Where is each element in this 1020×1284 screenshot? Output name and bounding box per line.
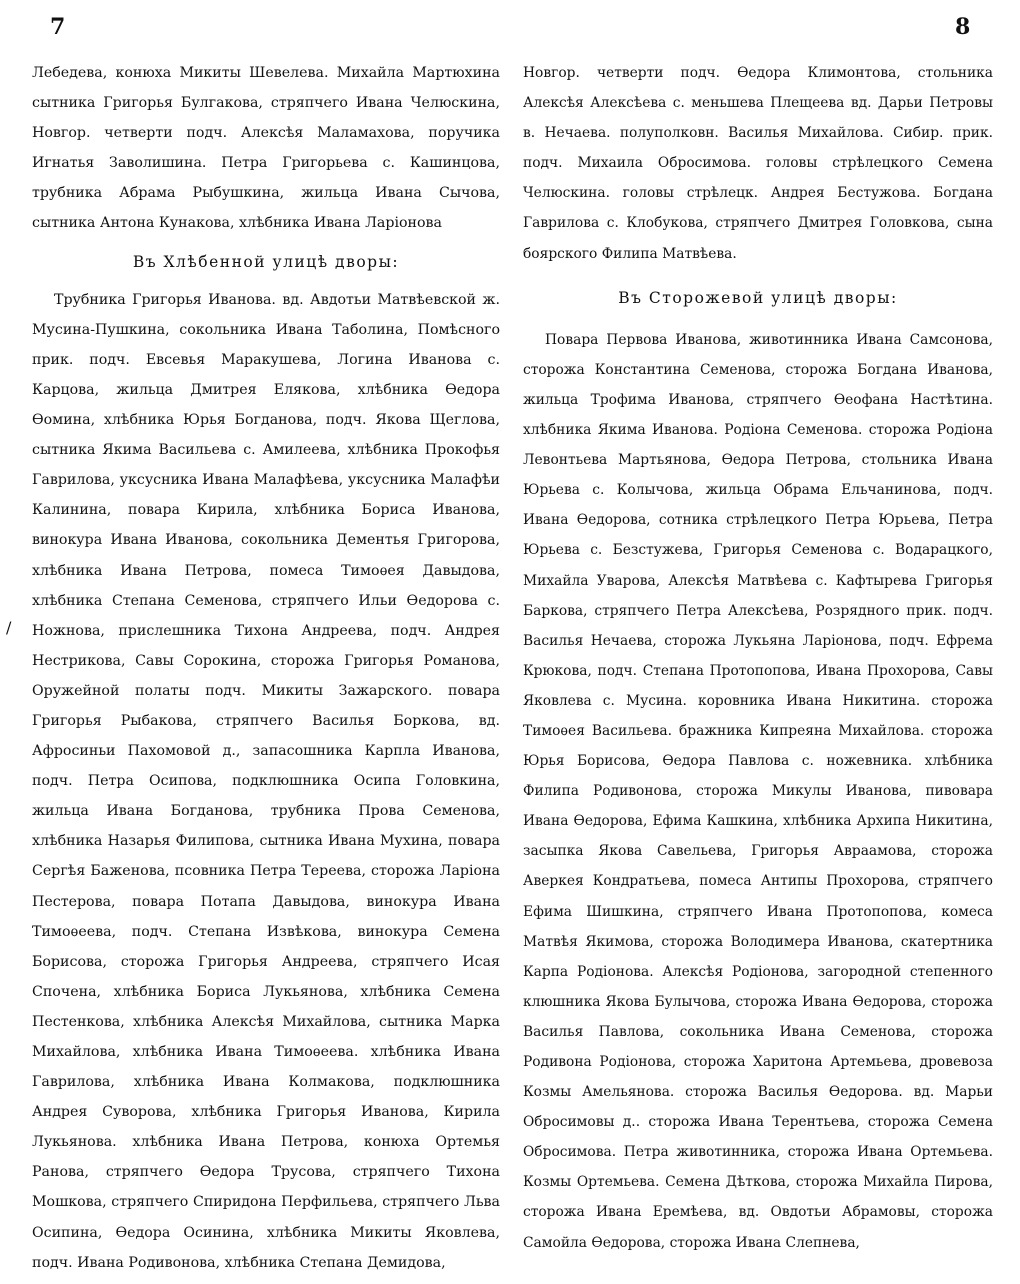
right-section-heading: Въ Сторожевой улицѣ дворы: — [618, 288, 898, 307]
right-body-paragraph: Повара Первова Иванова, животинника Ивана Самсонова, сторожа Константина Семенова, сторожа Богдана Иванова, жильца Трофима Иванова, стряпчего Өеофана Настѣтина. хлѣбника Якима Иванова. Родіона Семенова. сторожа Родіона Левонтьева Мартьянова, Өедора Петрова, стольника Ивана Юрьева с. Колычова, жильца Обрама Ельчанинова, подч. Ивана Өедорова, сотника стрѣлецкого Петра Юрьева, Петра Юрьева с. Безстужева, Григорья Семенова с. Водарацкого, Михайла Уварова, Алексѣя Матвѣева с. Кафтырева Григорья Баркова, стряпчего Петра Алексѣева, Розрядного прик. подч. Василья Нечаева, сторожа Лукьяна Ларіонова, подч. Ефрема Крюкова, подч. Степана Протопопова, Ивана Прохорова, Савы Яковлева с. Мусина. коровника Ивана Никитина. сторожа Тимоѳея Васильева. бражника Кипреяна Михайлова. сторожа Юрья Борисова, Өедора Павлова с. ножевника. хлѣбника Филипа Родивонова, сторожа Микулы Иванова, пивовара Ивана Өедорова, Ефима Кашкина, хлѣбника Архипа Никитина, засыпка Якова Савельева, Григорья Авраамова, сторожа Аверкея Кондратьева, помеса Антипы Прохорова, стряпчего Ефима Шишкина, стряпчего Ивана Протопопова, комеса Матвѣя Якимова, сторожа Володимера Иванова, скатертника Карпа Родіонова. Алексѣя Родіонова, загородной степенного клюшника Якова Булычова, сторожа Ивана Өедорова, сторожа Василья Павлова, сокольника Ивана Семенова, сторожа Родивона Родіонова, сторожа Харитона Артемьева, дровевоза Козмы Амельянова. сторожа Василья Өедорова. вд. Марьи Обросимовы д.. сторожа Ивана Терентьева, сторожа Семена Обросимова. Петра животинника, сторожа Ивана Ортемьева. Козмы Ортемьева. Семена Дѣткова, сторожа Михайла Пирова, сторожа Ивана Еремѣева, вд. Овдотьи Абрамовы, сторожа Самойла Өедорова, сторожа Ивана Слепнева, — [523, 331, 993, 1251]
page-number-right: 8 — [955, 14, 971, 40]
right-column — [523, 58, 993, 1258]
left-column — [32, 58, 500, 1278]
left-section-heading: Въ Хлѣбенной улицѣ дворы: — [132, 252, 400, 271]
right-intro-paragraph: Новгор. четверти подч. Өедора Климонтова, стольника Алексѣя Алексѣева с. меньшева Плещеева вд. Дарьи Петровы в. Нечаева. полуполковн. Василья Михайлова. Сибир. прик. подч. Михаила Обросимова. головы стрѣлецкого Семена Челюскина. головы стрѣлецк. Андрея Бестужова. Богдана Гаврилова с. Клобукова, стряпчего Дмитрея Головкова, сына боярского Филипа Матвѣева. — [523, 65, 993, 262]
page-number-left: 7 — [50, 14, 66, 40]
left-body-paragraph: Трубника Григорья Иванова. вд. Авдотьи Матвѣевской ж. Мусина-Пушкина, сокольника Ивана Таболина, Помѣсного прик. подч. Евсевья Маракушева, Логина Иванова с. Карцова, жильца Дмитрея Елякова, хлѣбника Өедора Өомина, хлѣбника Юрья Богданова, подч. Якова Щеглова, сытника Якима Васильева с. Амилеева, хлѣбника Прокофья Гаврилова, уксусника Ивана Малафѣева, уксусника Малафѣи Калинина, повара Кирила, хлѣбника Бориса Иванова, винокура Ивана Иванова, сокольника Дементья Григорова, хлѣбника Ивана Петрова, помеса Тимоѳея Давыдова, хлѣбника Степана Семенова, стряпчего Ильи Өедорова с. Ножнова, прислешника Тихона Андреева, подч. Андрея Нестрикова, Савы Сорокина, сторожа Григорья Романова, Оружейной полаты подч. Микиты Зажарского. повара Григорья Рыбакова, стряпчего Василья Боркова, вд. Афросиньи Пахомовой д., запасошника Карпла Иванова, подч. Петра Осипова, подклюшника Осипа Головкина, жильца Ивана Богданова, трубника Прова Семенова, хлѣбника Назарья Филипова, сытника Ивана Мухина, повара Сергѣя Баженова, псовника Петра Тереева, сторожа Ларіона Пестерова, повара Потапа Давыдова, винокура Ивана Тимоѳеева, подч. Степана Извѣкова, винокура Семена Борисова, сторожа Григорья Андреева, стряпчего Исая Спочена, хлѣбника Бориса Лукьянова, хлѣбника Семена Пестенкова, хлѣбника Алексѣя Михайлова, сытника Марка Михайлова, хлѣбника Ивана Тимоѳеева. хлѣбника Ивана Гаврилова, хлѣбника Ивана Колмакова, подклюшника Андрея Суворова, хлѣбника Григорья Иванова, Кирила Лукьянова. хлѣбника Ивана Петрова, конюха Ортемья Ранова, стряпчего Өедора Трусова, стряпчего Тихона Мошкова, стряпчего Спиридона Перфильева, стряпчего Льва Осипина, Өедора Осинина, хлѣбника Микиты Яковлева, подч. Ивана Родивонова, хлѣбника Степана Демидова, — [32, 291, 500, 1271]
margin-mark: / — [6, 618, 12, 637]
left-intro-paragraph: Лебедева, конюха Микиты Шевелева. Михайла Мартюхина сытника Григорья Булгакова, стряпчего Ивана Челюскина, Новгор. четверти подч. Алексѣя Маламахова, поручика Игнатья Заволишина. Петра Григорьева с. Кашинцова, трубника Абрама Рыбушкина, жильца Ивана Сычова, сытника Антона Кунакова, хлѣбника Ивана Ларіонова — [32, 65, 500, 232]
